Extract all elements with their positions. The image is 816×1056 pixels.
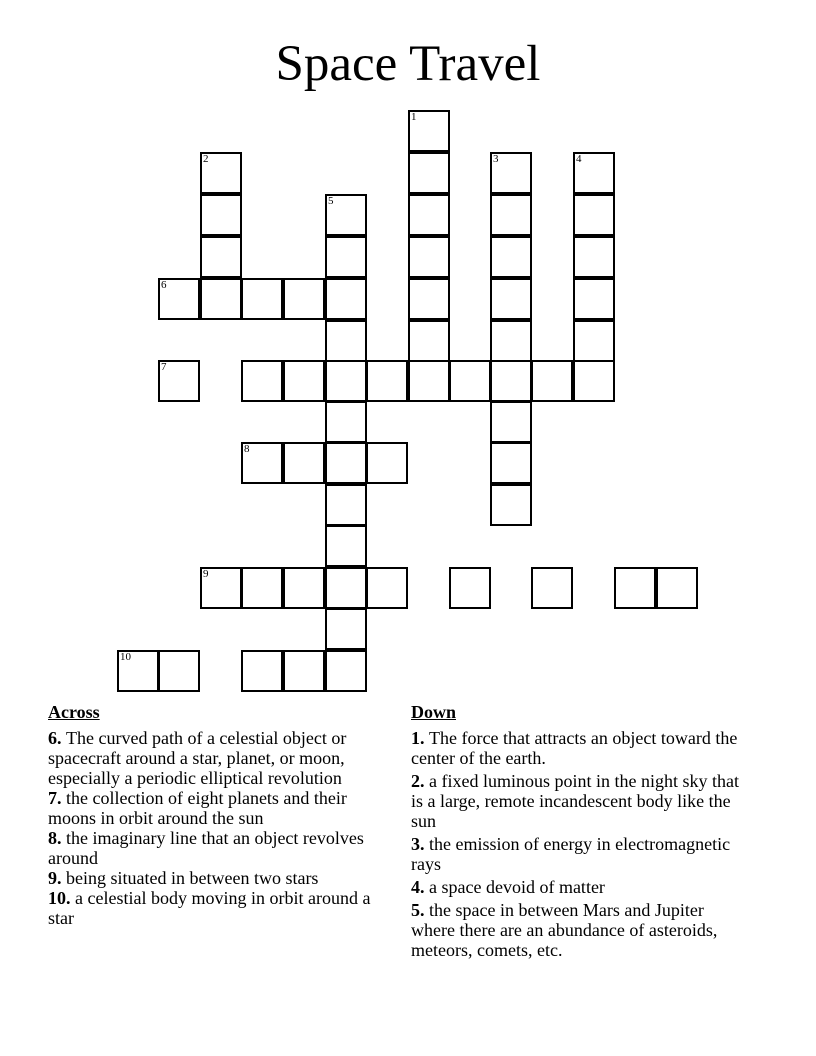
- cell-number: 2: [203, 153, 209, 165]
- clue-text: the space in between Mars and Jupiter where there are an abundance of asteroids, meteors, comets, etc.: [411, 900, 718, 960]
- crossword-cell[interactable]: [200, 236, 242, 278]
- crossword-cell[interactable]: [325, 484, 367, 526]
- down-clue: [411, 900, 741, 960]
- crossword-cell[interactable]: [366, 567, 408, 609]
- clue-text: The curved path of a celestial object or spacecraft around a star, planet, or moon, especially a periodic elliptical revolution: [48, 728, 347, 788]
- across-clue: [48, 788, 378, 828]
- crossword-cell[interactable]: [490, 360, 532, 402]
- crossword-cell[interactable]: [366, 442, 408, 484]
- down-clue: [411, 771, 741, 831]
- crossword-cell[interactable]: [117, 650, 159, 692]
- crossword-cell[interactable]: [531, 567, 573, 609]
- clue-number: 3.: [411, 834, 425, 854]
- crossword-cell[interactable]: [408, 110, 450, 152]
- clue-text: the imaginary line that an object revolves around: [48, 828, 364, 868]
- crossword-cell[interactable]: [241, 442, 283, 484]
- clue-number: 4.: [411, 877, 425, 897]
- crossword-cell[interactable]: [158, 650, 200, 692]
- down-heading: Down: [411, 702, 457, 722]
- crossword-cell[interactable]: [325, 360, 367, 402]
- crossword-cell[interactable]: [490, 401, 532, 443]
- crossword-cell[interactable]: [325, 650, 367, 692]
- crossword-cell[interactable]: [490, 236, 532, 278]
- crossword-cell[interactable]: [200, 194, 242, 236]
- crossword-cell[interactable]: [241, 650, 283, 692]
- crossword-cell[interactable]: [241, 567, 283, 609]
- across-clue: [48, 728, 378, 788]
- across-clue: [48, 868, 378, 888]
- clue-text: the emission of energy in electromagnetic rays: [411, 834, 731, 874]
- crossword-cell[interactable]: [325, 320, 367, 362]
- crossword-cell[interactable]: [241, 360, 283, 402]
- crossword-cell[interactable]: [531, 360, 573, 402]
- down-clue: [411, 877, 741, 897]
- cell-number: 9: [203, 568, 209, 580]
- crossword-cell[interactable]: [573, 320, 615, 362]
- clue-text: a fixed luminous point in the night sky that is a large, remote incandescent body like the sun: [411, 771, 739, 831]
- crossword-cell[interactable]: [573, 278, 615, 320]
- crossword-cell[interactable]: [283, 650, 325, 692]
- crossword-cell[interactable]: [656, 567, 698, 609]
- crossword-cell[interactable]: [490, 320, 532, 362]
- crossword-cell[interactable]: [449, 567, 491, 609]
- crossword-cell[interactable]: [325, 401, 367, 443]
- across-clues: [48, 701, 378, 928]
- crossword-cell[interactable]: [325, 525, 367, 567]
- cell-number: 6: [161, 279, 167, 291]
- cell-number: 10: [120, 651, 131, 663]
- crossword-cell[interactable]: [325, 442, 367, 484]
- crossword-cell[interactable]: [408, 320, 450, 362]
- crossword-cell[interactable]: [325, 236, 367, 278]
- clue-number: 8.: [48, 828, 62, 848]
- crossword-cell[interactable]: [408, 152, 450, 194]
- crossword-cell[interactable]: [200, 278, 242, 320]
- crossword-cell[interactable]: [200, 152, 242, 194]
- crossword-cell[interactable]: [573, 360, 615, 402]
- across-clue: [48, 828, 378, 868]
- clue-number: 6.: [48, 728, 62, 748]
- crossword-cell[interactable]: [283, 360, 325, 402]
- crossword-cell[interactable]: [158, 278, 200, 320]
- cell-number: 4: [576, 153, 582, 165]
- cell-number: 3: [493, 153, 499, 165]
- crossword-cell[interactable]: [241, 278, 283, 320]
- crossword-cell[interactable]: [490, 152, 532, 194]
- crossword-cell[interactable]: [614, 567, 656, 609]
- crossword-cell[interactable]: [490, 442, 532, 484]
- cell-number: 1: [411, 111, 417, 123]
- cell-number: 7: [161, 361, 167, 373]
- clue-number: 5.: [411, 900, 425, 920]
- crossword-cell[interactable]: [325, 608, 367, 650]
- crossword-cell[interactable]: [158, 360, 200, 402]
- clue-text: a space devoid of matter: [429, 877, 605, 897]
- crossword-cell[interactable]: [408, 360, 450, 402]
- crossword-cell[interactable]: [283, 442, 325, 484]
- crossword-cell[interactable]: [325, 567, 367, 609]
- crossword-cell[interactable]: [366, 360, 408, 402]
- crossword-cell[interactable]: [408, 194, 450, 236]
- crossword-cell[interactable]: [408, 236, 450, 278]
- clue-number: 7.: [48, 788, 62, 808]
- crossword-cell[interactable]: [283, 567, 325, 609]
- crossword-cell[interactable]: [325, 194, 367, 236]
- crossword-cell[interactable]: [573, 152, 615, 194]
- clue-number: 10.: [48, 888, 71, 908]
- crossword-cell[interactable]: [200, 567, 242, 609]
- across-clue: [48, 888, 378, 928]
- down-clue: [411, 728, 741, 768]
- clue-number: 9.: [48, 868, 62, 888]
- clue-text: The force that attracts an object toward the center of the earth.: [411, 728, 738, 768]
- cell-number: 5: [328, 195, 334, 207]
- crossword-cell[interactable]: [283, 278, 325, 320]
- clue-text: the collection of eight planets and their moons in orbit around the sun: [48, 788, 347, 828]
- crossword-cell[interactable]: [490, 194, 532, 236]
- crossword-cell[interactable]: [408, 278, 450, 320]
- clue-number: 1.: [411, 728, 425, 748]
- puzzle-title: Space Travel: [275, 36, 541, 92]
- crossword-cell[interactable]: [449, 360, 491, 402]
- clue-text: a celestial body moving in orbit around a star: [48, 888, 371, 928]
- clue-number: 2.: [411, 771, 425, 791]
- crossword-cell[interactable]: [573, 194, 615, 236]
- crossword-cell[interactable]: [490, 484, 532, 526]
- across-heading: Across: [48, 702, 100, 722]
- crossword-cell[interactable]: [573, 236, 615, 278]
- crossword-cell[interactable]: [490, 278, 532, 320]
- down-clues: [411, 701, 741, 963]
- down-clue: [411, 834, 741, 874]
- cell-number: 8: [244, 443, 250, 455]
- clue-text: being situated in between two stars: [66, 868, 319, 888]
- crossword-cell[interactable]: [325, 278, 367, 320]
